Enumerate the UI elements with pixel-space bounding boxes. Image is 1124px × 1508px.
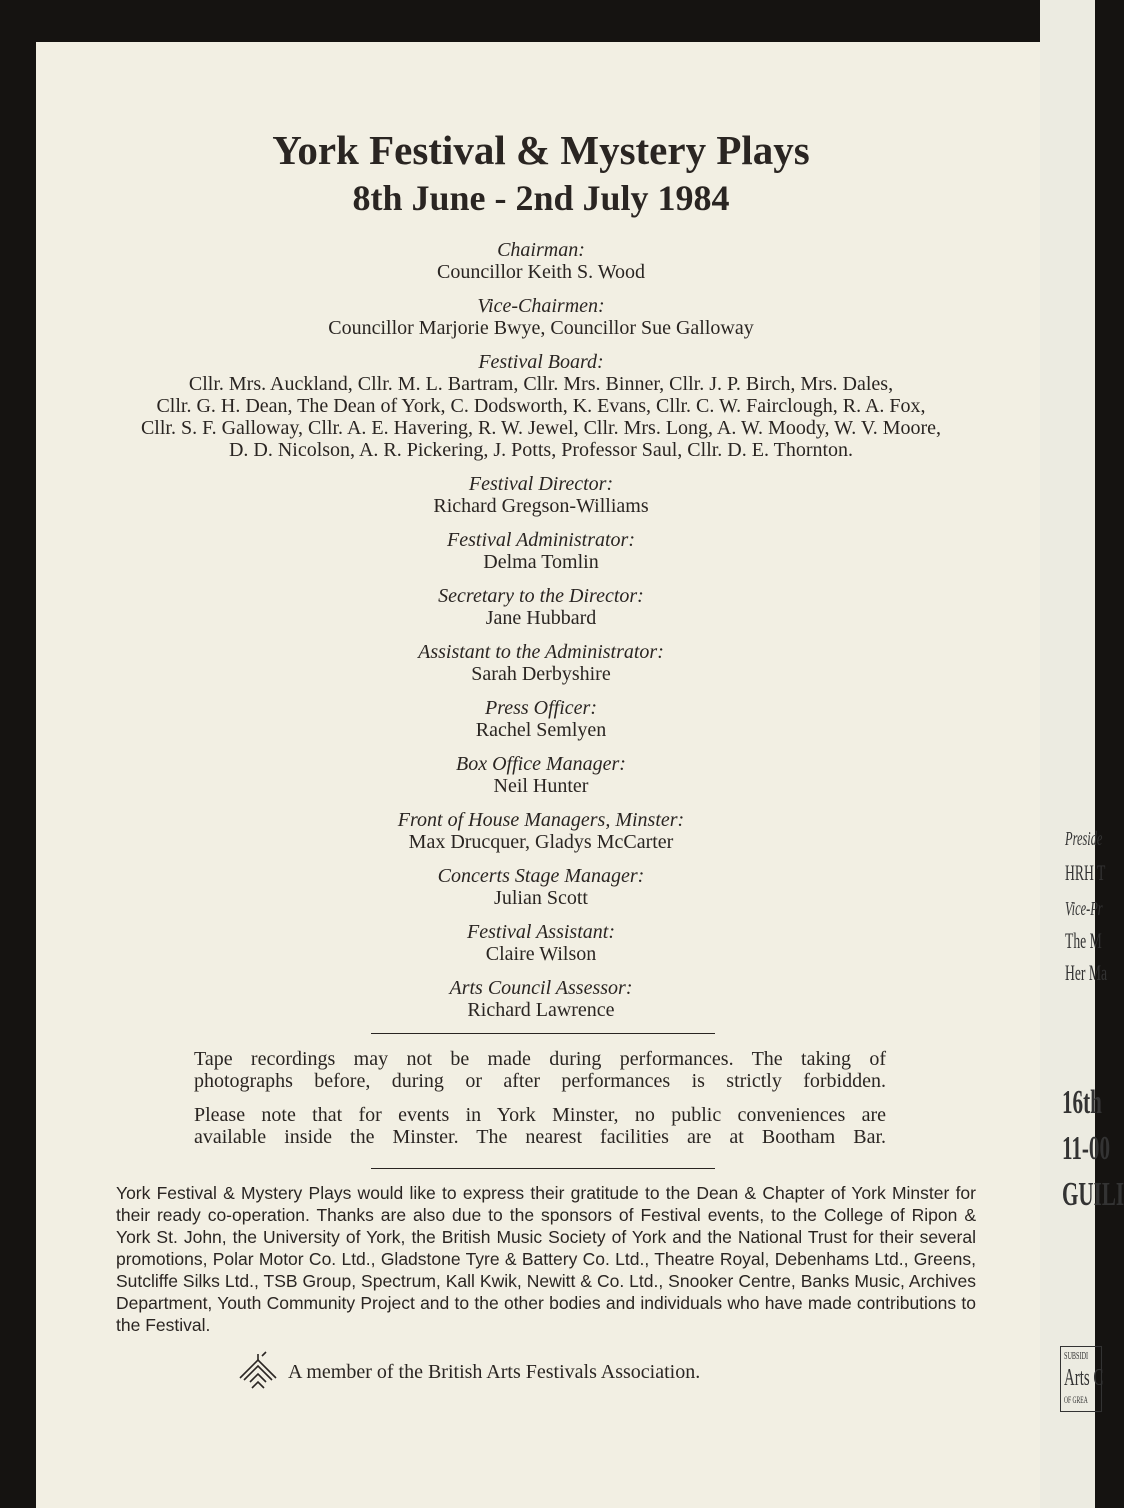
staff-front-of-house [36, 809, 1046, 853]
role-names: Cllr. Mrs. Auckland, Cllr. M. L. Bartram, Cllr. Mrs. Binner, Cllr. J. P. Birch, Mrs. Dales, [188, 373, 894, 395]
role-names: Neil Hunter [493, 775, 589, 797]
staff-festival-administrator [36, 529, 1046, 573]
role-label: Festival Director: [468, 473, 614, 495]
staff-secretary [36, 585, 1046, 629]
notice-line: available inside the Minster. The nearest facilities are at Bootham Bar. [194, 1126, 886, 1148]
badge-text: SUBSIDI [1064, 1351, 1089, 1362]
staff-festival-board [36, 351, 1046, 461]
role-label: Festival Board: [478, 351, 604, 373]
staff-box-office [36, 753, 1046, 797]
staff-press-officer [36, 697, 1046, 741]
role-label: Assistant to the Administrator: [418, 641, 664, 663]
divider-rule [371, 1033, 715, 1034]
staff-stage-manager [36, 865, 1046, 909]
festival-dates: 8th June - 2nd July 1984 [352, 178, 730, 218]
staff-festival-assistant [36, 921, 1046, 965]
arts-council-badge [1060, 1346, 1102, 1412]
divider-rule [371, 1168, 715, 1169]
role-names: Julian Scott [494, 887, 588, 909]
role-names: D. D. Nicolson, A. R. Pickering, J. Potts, Professor Saul, Cllr. D. E. Thornton. [228, 439, 854, 461]
next-page-edge [1040, 0, 1124, 1508]
role-label: Secretary to the Director: [438, 585, 644, 607]
role-names: Cllr. G. H. Dean, The Dean of York, C. Dodsworth, K. Evans, Cllr. C. W. Fairclough, R. A. Fox, [156, 395, 926, 417]
festival-title: York Festival & Mystery Plays [272, 127, 810, 173]
role-label: Front of House Managers, Minster: [397, 809, 685, 831]
role-names: Max Drucquer, Gladys McCarter [408, 831, 674, 853]
staff-arts-council [36, 977, 1046, 1021]
role-label: Concerts Stage Manager: [437, 865, 645, 887]
member-line [236, 1352, 700, 1392]
role-names: Claire Wilson [485, 943, 597, 965]
edge-fragment: HRH T [1065, 860, 1106, 885]
staff-festival-director [36, 473, 1046, 517]
role-label: Festival Administrator: [447, 529, 635, 551]
notice-conveniences [194, 1104, 886, 1148]
edge-fragment: 16th [1062, 1084, 1102, 1121]
edge-fragment: The M [1065, 928, 1102, 953]
role-label: Box Office Manager: [456, 753, 626, 775]
notice-line: Please note that for events in York Minster, no public conveniences are [194, 1104, 886, 1126]
role-names: Sarah Derbyshire [471, 663, 611, 685]
staff-assistant-administrator [36, 641, 1046, 685]
member-text: A member of the British Arts Festivals Association. [288, 1361, 701, 1383]
badge-text: Arts C [1064, 1365, 1104, 1391]
role-label: Chairman: [497, 239, 585, 261]
role-names: Cllr. S. F. Galloway, Cllr. A. E. Havering, R. W. Jewel, Cllr. Mrs. Long, A. W. Moody, W. V. Moore, [140, 417, 942, 439]
edge-fragment: Preside [1065, 828, 1103, 850]
role-names: Delma Tomlin [483, 551, 599, 573]
role-names: Rachel Semlyen [475, 719, 607, 741]
role-label: Vice-Chairmen: [477, 295, 605, 317]
role-label: Press Officer: [484, 697, 597, 719]
edge-fragment: 11-00 [1062, 1130, 1111, 1167]
role-label: Arts Council Assessor: [449, 977, 633, 999]
programme-page [36, 42, 1046, 1508]
edge-fragment: Vice-Pr [1065, 898, 1103, 920]
role-names: Richard Lawrence [467, 999, 615, 1021]
staff-chairman [36, 239, 1046, 283]
badge-text: OF GREA [1064, 1395, 1088, 1405]
role-names: Richard Gregson-Williams [433, 495, 649, 517]
role-names: Jane Hubbard [485, 607, 597, 629]
notice-recordings [194, 1048, 886, 1092]
arts-festivals-logo-icon [236, 1352, 280, 1392]
role-names: Councillor Keith S. Wood [436, 261, 646, 283]
role-names: Councillor Marjorie Bwye, Councillor Sue Galloway [328, 317, 754, 339]
role-label: Festival Assistant: [467, 921, 615, 943]
edge-fragment: GUILI [1062, 1176, 1124, 1213]
staff-vice-chairmen [36, 295, 1046, 339]
notice-line: photographs before, during or after performances is strictly forbidden. [194, 1070, 886, 1092]
edge-fragment: Her Ma [1065, 960, 1108, 985]
notice-line: Tape recordings may not be made during performances. The taking of [194, 1048, 886, 1070]
acknowledgement-paragraph: York Festival & Mystery Plays would like to express their gratitude to the Dean & Chapter of York Minster for their ready co-operation. Thanks are also due to the sponsors of Festival events, to the College of Ripon & York St. John, the University of York, the British Music Society of York and the National Trust for their several promotions, Polar Motor Co. Ltd., Gladstone Tyre & Battery Co. Ltd., Theatre Royal, Debenhams Ltd., Greens, Sutcliffe Silks Ltd., TSB Group, Spectrum, Kall Kwik, Newitt & Co. Ltd., Snooker Centre, Banks Music, Archives Department, Youth Community Project and to the other bodies and individuals who have made contributions to the Festival. [116, 1183, 976, 1335]
